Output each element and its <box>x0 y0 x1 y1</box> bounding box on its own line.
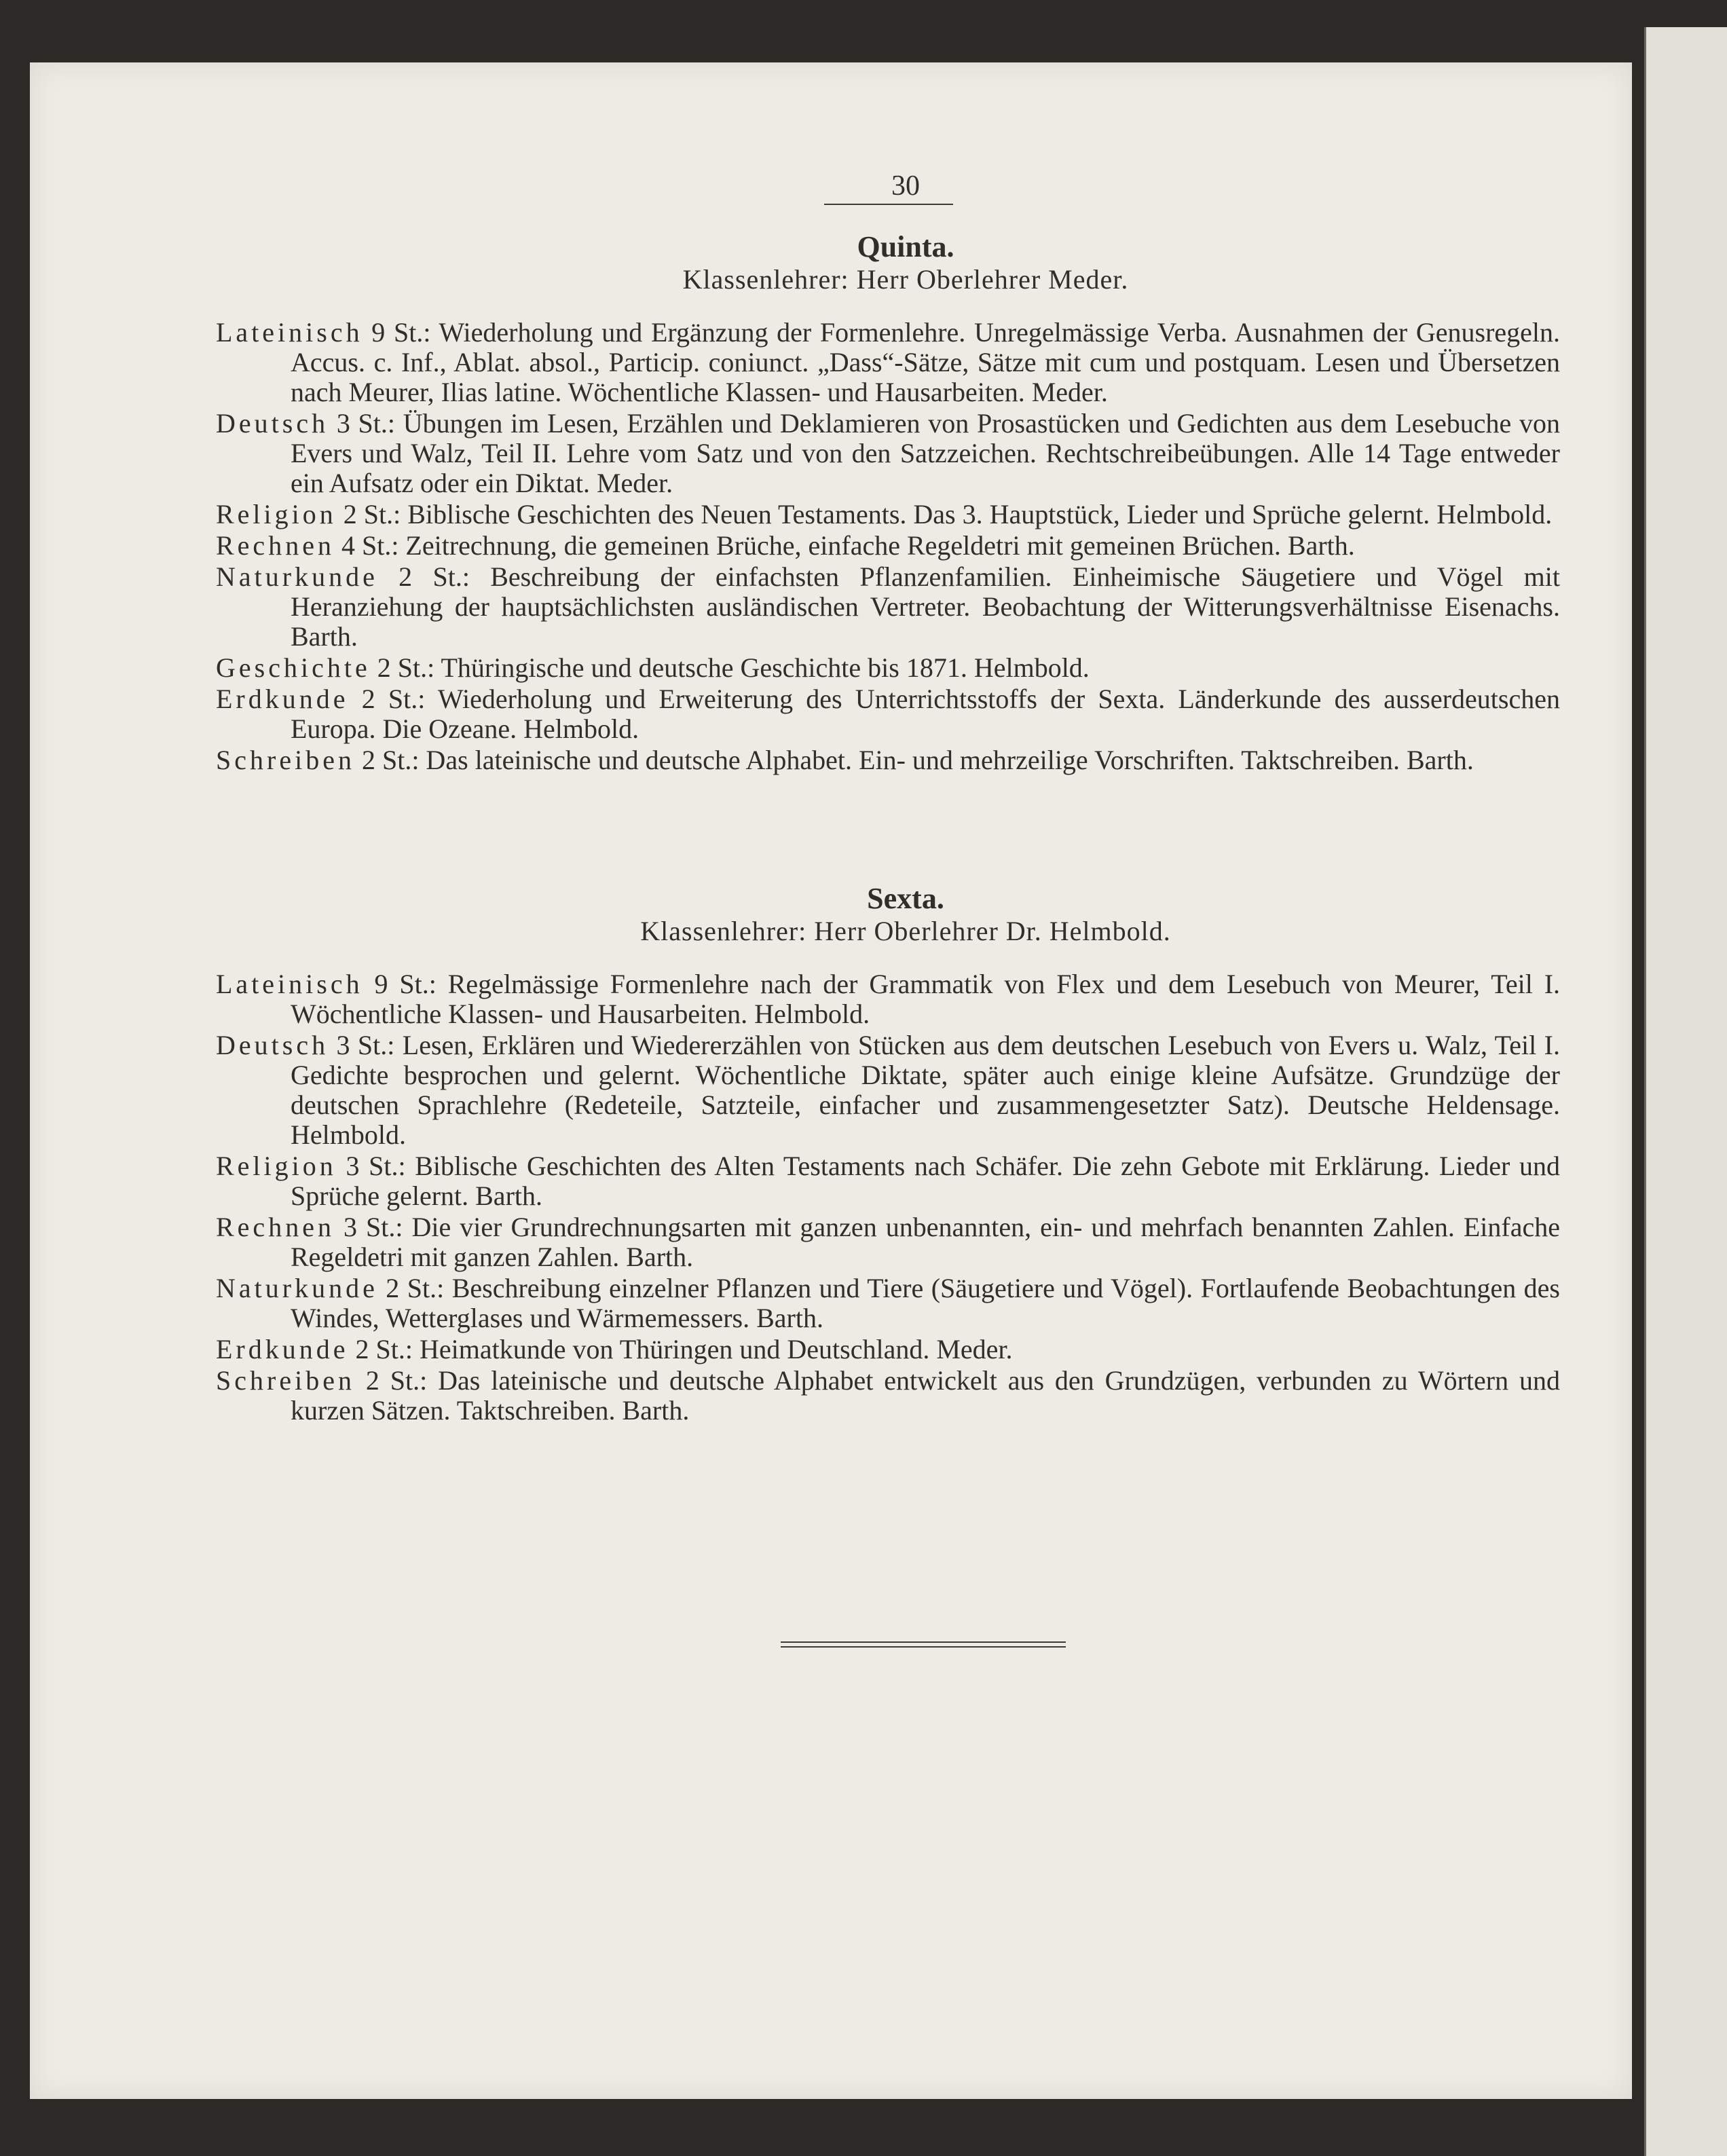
subject-name: Erdkunde <box>216 684 349 714</box>
subject-description: 3 St.: Biblische Geschichten des Alten Testaments nach Schäfer. Die zehn Gebote mit Erklärung. Lieder und Sprüche gelernt. Barth. <box>291 1151 1560 1211</box>
subject-description: 9 St.: Wiederholung und Ergänzung der Formenlehre. Unregelmässige Verba. Ausnahmen der Genusregeln. Accus. c. Inf., Ablat. absol., Particip. coniunct. „Dass“-Sätze, Sätze mit cum und postquam. Lesen und Übersetzen nach Meurer, Ilias latine. Wöchentliche Klassen- und Hausarbeiten. Meder. <box>291 317 1561 407</box>
subject-name: Schreiben <box>216 745 355 775</box>
subject-name: Geschichte <box>216 652 371 683</box>
subject-entry <box>216 531 1560 561</box>
subject-name: Rechnen <box>216 1212 335 1242</box>
subject-name: Lateinisch <box>216 317 363 348</box>
subject-name: Religion <box>216 1151 337 1181</box>
subject-description: 2 St.: Heimatkunde von Thüringen und Deutschland. Meder. <box>355 1334 1013 1364</box>
subject-description: 2 St.: Beschreibung einzelner Pflanzen und Tiere (Säugetiere und Vögel). Fortlaufende Beobachtungen des Windes, Wetterglases und Wärmemessers. Barth. <box>291 1273 1560 1333</box>
subject-name: Religion <box>216 499 337 529</box>
closing-double-rule <box>781 1641 1066 1651</box>
page-content <box>216 171 1560 1427</box>
subject-entry <box>216 684 1560 744</box>
section-spacer <box>216 777 1560 857</box>
subject-name: Deutsch <box>216 408 329 439</box>
subject-description: 3 St.: Die vier Grundrechnungsarten mit ganzen unbenannten, ein- und mehrfach benannten Zahlen. Einfache Regeldetri mit ganzen Zahlen. Barth. <box>291 1212 1560 1272</box>
next-page-edge <box>1644 27 1727 2156</box>
subject-entry <box>216 1274 1560 1333</box>
subject-name: Deutsch <box>216 1030 329 1060</box>
subject-entry <box>216 745 1560 775</box>
subject-name: Naturkunde <box>216 561 378 592</box>
page-number-rule <box>824 204 953 205</box>
subject-description: 2 St.: Wiederholung und Erweiterung des Unterrichtsstoffs der Sexta. Länderkunde des ausserdeutschen Europa. Die Ozeane. Helmbold. <box>291 684 1560 744</box>
subject-entry <box>216 409 1560 498</box>
subject-entry <box>216 318 1560 407</box>
class-teacher-sexta: Klassenlehrer: Herr Oberlehrer Dr. Helmbold. <box>640 916 1171 946</box>
subject-description: 3 St.: Übungen im Lesen, Erzählen und Deklamieren von Prosastücken und Gedichten aus dem Lesebuche von Evers und Walz, Teil II. Lehre vom Satz und von den Satzzeichen. Rechtschreibeübungen. Alle 14 Tage entweder ein Aufsatz oder ein Diktat. Meder. <box>291 408 1560 498</box>
subject-entry <box>216 1335 1560 1364</box>
subject-name: Naturkunde <box>216 1273 378 1303</box>
subject-entry <box>216 653 1560 683</box>
subject-list-sexta <box>216 969 1560 1426</box>
subject-list-quinta <box>216 318 1560 775</box>
subject-description: 2 St.: Das lateinische und deutsche Alphabet. Ein- und mehrzeilige Vorschriften. Taktschreiben. Barth. <box>361 745 1474 775</box>
rule-line <box>781 1641 1066 1643</box>
subject-entry <box>216 969 1560 1029</box>
subject-description: 2 St.: Beschreibung der einfachsten Pflanzenfamilien. Einheimische Säugetiere und Vögel mit Heranziehung der hauptsächlichsten ausländischen Vertreter. Beobachtung der Witterungsverhältnisse Eisenachs. Barth. <box>291 561 1560 652</box>
subject-description: 2 St.: Biblische Geschichten des Neuen Testaments. Das 3. Hauptstück, Lieder und Sprüche gelernt. Helmbold. <box>343 499 1553 529</box>
subject-entry <box>216 1151 1560 1211</box>
subject-entry <box>216 562 1560 652</box>
section-heading-sexta: Sexta. <box>867 882 944 915</box>
class-teacher-quinta: Klassenlehrer: Herr Oberlehrer Meder. <box>682 264 1129 295</box>
subject-name: Erdkunde <box>216 1334 349 1364</box>
subject-description: 2 St.: Das lateinische und deutsche Alphabet entwickelt aus den Grundzügen, verbunden zu Wörtern und kurzen Sätzen. Taktschreiben. Barth. <box>291 1365 1560 1426</box>
subject-description: 4 St.: Zeitrechnung, die gemeinen Brüche, einfache Regeldetri mit gemeinen Brüchen. Barth. <box>341 530 1355 561</box>
subject-description: 9 St.: Regelmässige Formenlehre nach der Grammatik von Flex und dem Lesebuch von Meurer, Teil I. Wöchentliche Klassen- und Hausarbeiten. Helmbold. <box>291 969 1561 1029</box>
subject-name: Schreiben <box>216 1365 355 1396</box>
subject-entry <box>216 1366 1560 1426</box>
page-number: 30 <box>891 170 920 202</box>
subject-description: 3 St.: Lesen, Erklären und Wiedererzählen von Stücken aus dem deutschen Lesebuch von Evers u. Walz, Teil I. Gedichte besprochen und gelernt. Wöchentliche Diktate, später auch einige kleine Aufsätze. Grundzüge der deutschen Sprachlehre (Redeteile, Satzteile, einfacher und zusammengesetzter Satz). Deutsche Heldensage. Helmbold. <box>291 1030 1561 1150</box>
subject-name: Rechnen <box>216 530 335 561</box>
subject-entry <box>216 500 1560 529</box>
subject-entry <box>216 1212 1560 1272</box>
subject-description: 2 St.: Thüringische und deutsche Geschichte bis 1871. Helmbold. <box>377 652 1090 683</box>
subject-entry <box>216 1030 1560 1150</box>
section-heading-quinta: Quinta. <box>857 230 954 263</box>
subject-name: Lateinisch <box>216 969 363 999</box>
rule-line <box>781 1646 1066 1648</box>
